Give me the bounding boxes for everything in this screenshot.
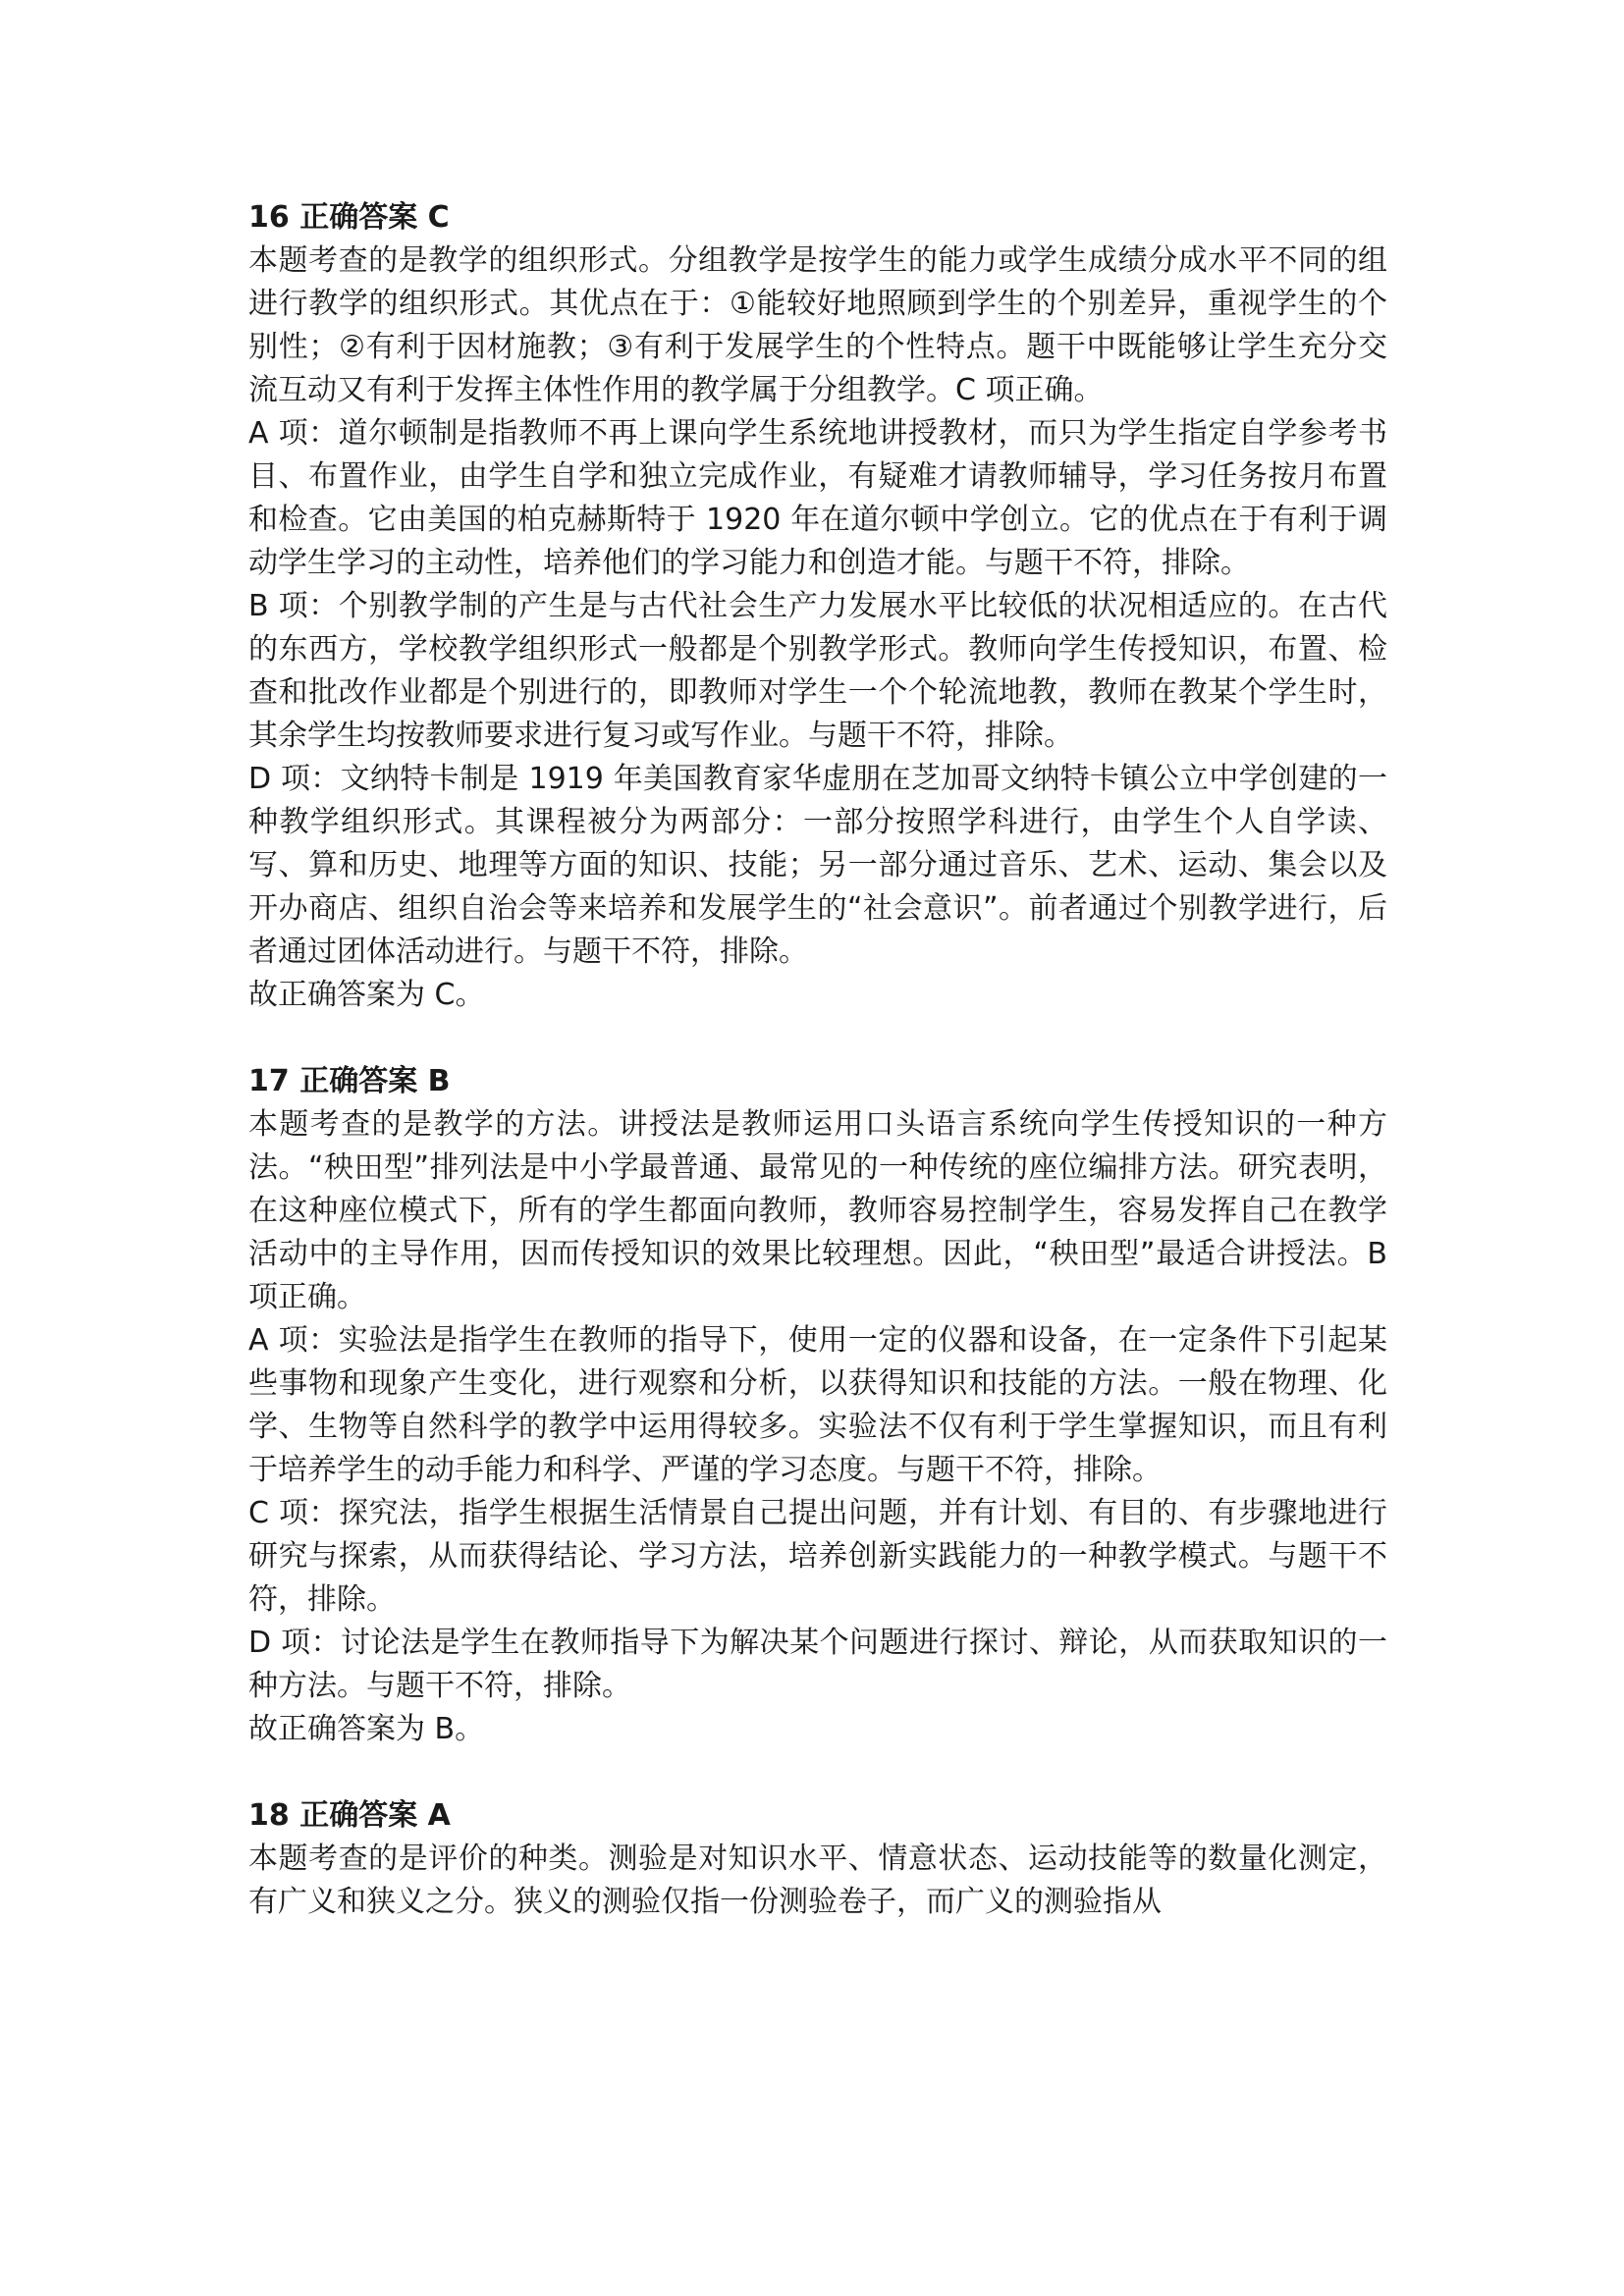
conclusion-paragraph: 故正确答案为 C。: [248, 978, 485, 1012]
option-d-paragraph: D 项：文纳特卡制是 1919 年美国教育家华虚朋在芝加哥文纳特卡镇公立中学创建的一种教学组织形式。其课程被分为两部分：一部分按照学科进行，由学生个人自学读、写、算和历史、地理等方面的知识、技能；另一部分通过音乐、艺术、运动、集会以及开办商店、组织自治会等来培养和发展学生的“社会意识”。前者通过个别教学进行，后者通过团体活动进行。与题干不符，排除。: [248, 762, 1387, 969]
option-b-paragraph: B 项：个别教学制的产生是与古代社会生产力发展水平比较低的状况相适应的。在古代的东西方，学校教学组织形式一般都是个别教学形式。教师向学生传授知识，布置、检查和批改作业都是个别进行的，即教师对学生一个个轮流地教，教师在教某个学生时，其余学生均按教师要求进行复习或写作业。与题干不符，排除。: [248, 589, 1387, 753]
answer-section-17: [248, 1060, 1387, 1751]
option-d-paragraph: D 项：讨论法是学生在教师指导下为解决某个问题进行探讨、辩论，从而获取知识的一种方法。与题干不符，排除。: [248, 1626, 1387, 1703]
answer-heading: 17 正确答案 B: [248, 1064, 451, 1098]
answer-section-18: [248, 1794, 1387, 1924]
answer-heading: 18 正确答案 A: [248, 1798, 451, 1833]
answer-heading: 16 正确答案 C: [248, 200, 450, 235]
answer-section-16: [248, 196, 1387, 1017]
option-c-paragraph: C 项：探究法，指学生根据生活情景自己提出问题，并有计划、有目的、有步骤地进行研究与探索，从而获得结论、学习方法，培养创新实践能力的一种教学模式。与题干不符，排除。: [248, 1496, 1387, 1617]
explanation-paragraph: 本题考查的是教学的组织形式。分组教学是按学生的能力或学生成绩分成水平不同的组进行教学的组织形式。其优点在于：①能较好地照顾到学生的个别差异，重视学生的个别性；②有利于因材施教；③有利于发展学生的个性特点。题干中既能够让学生充分交流互动又有利于发挥主体性作用的教学属于分组教学。C 项正确。: [248, 243, 1387, 407]
explanation-paragraph: 本题考查的是评价的种类。测验是对知识水平、情意状态、运动技能等的数量化测定，有广义和狭义之分。狭义的测验仅指一份测验卷子，而广义的测验指从: [248, 1842, 1387, 1919]
section-spacer: [248, 1017, 1387, 1060]
option-a-paragraph: A 项：道尔顿制是指教师不再上课向学生系统地讲授教材，而只为学生指定自学参考书目、布置作业，由学生自学和独立完成作业，有疑难才请教师辅导，学习任务按月布置和检查。它由美国的柏克赫斯特于 1920 年在道尔顿中学创立。它的优点在于有利于调动学生学习的主动性，培养他们的学习能力和创造才能。与题干不符，排除。: [248, 416, 1387, 580]
explanation-paragraph: 本题考查的是教学的方法。讲授法是教师运用口头语言系统向学生传授知识的一种方法。“秧田型”排列法是中小学最普通、最常见的一种传统的座位编排方法。研究表明，在这种座位模式下，所有的学生都面向教师，教师容易控制学生，容易发挥自己在教学活动中的主导作用，因而传授知识的效果比较理想。因此，“秧田型”最适合讲授法。B 项正确。: [248, 1107, 1387, 1314]
section-spacer: [248, 1751, 1387, 1794]
option-a-paragraph: A 项：实验法是指学生在教师的指导下，使用一定的仪器和设备，在一定条件下引起某些事物和现象产生变化，进行观察和分析，以获得知识和技能的方法。一般在物理、化学、生物等自然科学的教学中运用得较多。实验法不仅有利于学生掌握知识，而且有利于培养学生的动手能力和科学、严谨的学习态度。与题干不符，排除。: [248, 1323, 1387, 1487]
document-page: [248, 196, 1387, 1924]
conclusion-paragraph: 故正确答案为 B。: [248, 1712, 485, 1746]
